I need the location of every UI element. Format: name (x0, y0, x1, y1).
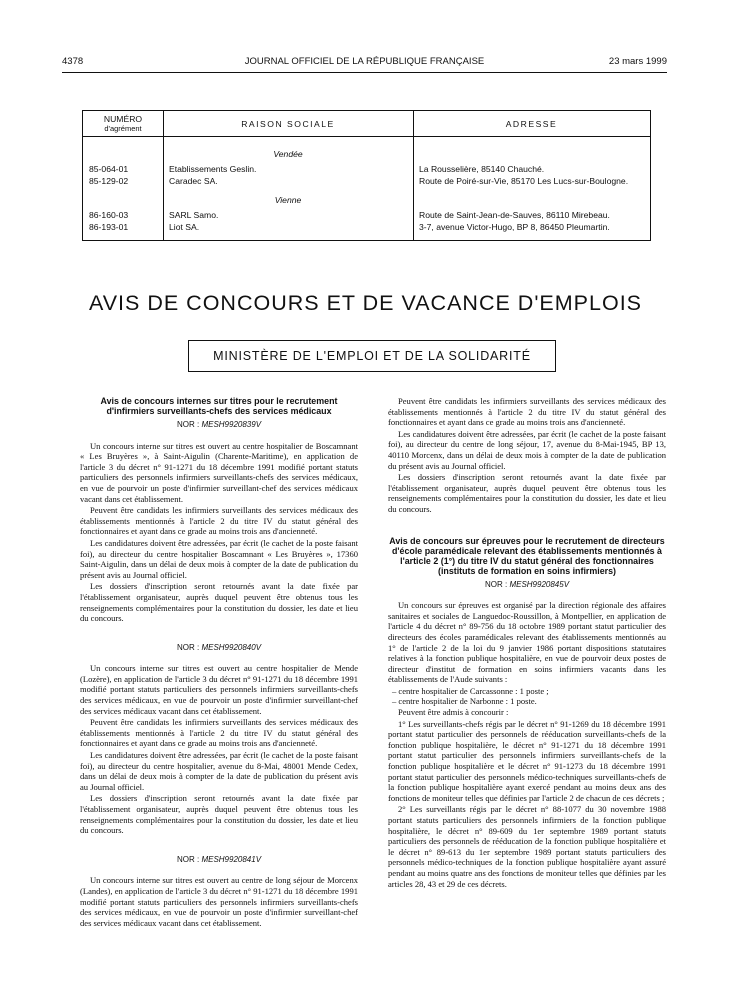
table-divider (413, 111, 414, 240)
nor-reference (388, 580, 666, 591)
table-divider (163, 111, 164, 240)
nor-code: MESH9920841V (201, 854, 262, 864)
main-title: AVIS DE CONCOURS ET DE VACANCE D'EMPLOIS (88, 291, 643, 315)
ministry-box: MINISTÈRE DE L'EMPLOI ET DE LA SOLIDARITÉ (188, 340, 556, 372)
table-cell-adresse: Route de Saint-Jean-de-Sauves, 86110 Mirebeau. (419, 210, 610, 220)
paragraph: 2° Les surveillants régis par le décret n° 88-1077 du 30 novembre 1988 portant statuts particuliers des personnels infirmiers de la fonction publique hospitalière, le décret n° 89-609 du 1er septembre 1989 portant statuts particuliers des personnels de rééducation de la fonction publique hospitalière et le décret n° 89-613 du 1er septembre 1989 portant statuts particuliers des personnels médico-techniques de la fonction publique hospitalière ayant assuré pendant au moins quatre ans des fonctions de moniteur telles que définies par les articles 28, 43 et 29 de ces décrets. (388, 804, 666, 889)
table-cell-numero: 86-193-01 (89, 222, 129, 232)
nor-label: NOR : (484, 579, 508, 589)
paragraph: Un concours sur épreuves est organisé par la direction régionale des affaires sanitaires et sociales de Languedoc-Roussillon, à Montpellier, en application de l'article 4 du décret n° 89-756 du 18 octobre 1989 portant statut particulier des directeurs des écoles paramédicales relevant des établissements mentionnés au 1° de l'article 2 de la loi du 9 janvier 1986 portant dispositions statutaires relatives à la fonction publique hospitalière, en vue de pourvoir deux postes de directeur d'institut de formation en soins infirmiers vacants dans les établissements de l'Aude suivants : (388, 600, 666, 685)
table-cell-raison: SARL Samo. (169, 210, 219, 220)
col-header-adresse: ADRESSE (505, 119, 558, 129)
paragraph: Peuvent être admis à concourir : (398, 707, 509, 718)
header-rule (62, 72, 667, 73)
notice-title: Avis de concours sur épreuves pour le recrutement de directeurs d'école paramédicale relevant des établissements mentionnés à l'article 2 (1°) du titre IV du statut général des fonctionnaires (instituts de formation en soins infirmiers) (389, 535, 665, 576)
notice-title: Avis de concours internes sur titres pour le recrutement d'infirmiers surveillants-chefs des services médicaux (100, 396, 338, 416)
table-cell-raison: Etablissements Geslin. (169, 164, 257, 174)
nor-reference (80, 855, 358, 866)
col-header-numero-line2: d'agrément (104, 124, 142, 133)
paragraph: Un concours interne sur titres est ouvert au centre hospitalier de Mende (Lozère), en application de l'article 3 du décret n° 91-1271 du 18 décembre 1991 modifié portant statuts particuliers des personnels infirmiers surveillants-chefs des services médicaux, en vue de pourvoir un poste d'infirmier surveillant-chef des services médicaux vacant dans cet établissement. (80, 663, 358, 716)
paragraph: Un concours interne sur titres est ouvert au centre de long séjour de Morcenx (Landes), en application de l'article 3 du décret n° 91-1271 du 18 décembre 1991 modifié portant statuts particuliers des personnels infirmiers surveillants-chefs des services médicaux, en vue de pourvoir un poste d'infirmier surveillant-chef des services médicaux vacant dans cet établissement. (80, 875, 358, 928)
col-header-numero-line1: NUMÉRO (103, 114, 143, 124)
table-cell-raison: Caradec SA. (169, 176, 218, 186)
nor-code: MESH9920840V (201, 642, 262, 652)
paragraph: Les candidatures doivent être adressées, par écrit (le cachet de la poste faisant foi), au directeur du centre de long séjour, 17, avenue du 8-Mai-1945, BP 13, 40110 Morcenx, dans un délai de deux mois à compter de la date de publication du présent avis au Journal officiel. (388, 428, 666, 471)
publication-date: 23 mars 1999 (608, 56, 667, 67)
list-item: – centre hospitalier de Carcassonne : 1 poste ; (392, 685, 549, 696)
paragraph: Peuvent être candidats les infirmiers surveillants des services médicaux des établissements mentionnés à l'article 2 du titre IV du statut général des fonctionnaires et ayant dans ce grade au moins trois ans d'ancienneté. (388, 396, 666, 428)
table-cell-adresse: Route de Poiré-sur-Vie, 85170 Les Lucs-sur-Boulogne. (419, 176, 629, 186)
region-label: Vienne (274, 195, 302, 205)
nor-reference (80, 420, 358, 431)
nor-label: NOR : (176, 642, 200, 652)
table-cell-numero: 86-160-03 (89, 210, 129, 220)
table-cell-adresse: 3-7, avenue Victor-Hugo, BP 8, 86450 Pleumartin. (419, 222, 610, 232)
table-cell-adresse: La Rousselière, 85140 Chauché. (419, 164, 545, 174)
journal-title: JOURNAL OFFICIEL DE LA RÉPUBLIQUE FRANÇAISE (244, 56, 485, 67)
paragraph: Les dossiers d'inscription seront retournés avant la date fixée par l'établissement organisateur, auprès duquel peuvent être obtenus tous les renseignements complémentaires pour la constitution du dossier, les date et lieu du concours. (80, 793, 358, 836)
paragraph: Les candidatures doivent être adressées, par écrit (le cachet de la poste faisant foi), au directeur du centre hospitalier, avenue du 8-Mai, 48001 Mende Cedex, dans un délai de deux mois à compter de la date de publication du présent avis au Journal officiel. (80, 750, 358, 792)
nor-label: NOR : (176, 854, 200, 864)
table-cell-numero: 85-064-01 (89, 164, 129, 174)
paragraph: Les dossiers d'inscription seront retournés avant la date fixée par l'établissement organisateur, auprès duquel peuvent être obtenus tous les renseignements complémentaires pour la constitution du dossier, les date et lieu du concours. (388, 472, 666, 514)
col-header-numero (83, 114, 163, 134)
paragraph: Un concours interne sur titres est ouvert au centre hospitalier de Boscamnant « Les Bruyères », à Saint-Aigulin (Charente-Maritime), en application de l'article 3 du décret n° 91-1271 du 18 décembre 1991 modifié portant statuts particuliers des personnels infirmiers surveillants-chefs des services médicaux, en vue de pourvoir un poste d'infirmier surveillant-chef des services médicaux vacant dans cet établissement. (80, 440, 358, 504)
page-number: 4378 (62, 56, 84, 67)
poste-list (388, 686, 666, 707)
paragraph: Peuvent être candidats les infirmiers surveillants des services médicaux des établissements mentionnés à l'article 2 du titre IV du statut général des fonctionnaires et ayant dans ce grade au moins trois ans d'ancienneté. (80, 717, 358, 749)
left-column (80, 396, 358, 929)
paragraph: Les dossiers d'inscription seront retournés avant la date fixée par l'établissement organisateur, auprès duquel peuvent être obtenus tous les renseignements complémentaires pour la constitution du dossier, les date et lieu du concours. (80, 581, 358, 624)
region-label: Vendée (273, 149, 303, 159)
paragraph: 1° Les surveillants-chefs régis par le décret n° 91-1269 du 18 décembre 1991 portant statut particulier des personnels de rééducation surveillants-chefs de la fonction publique hospitalière, le décret n° 91-1271 du 18 décembre 1991 portant statut particulier des personnels infirmiers surveillants-chefs de la fonction publique hospitalière et le décret n° 91-1273 du 18 décembre 1991 portant statut particulier des personnels médico-techniques surveillants-chefs de la fonction publique hospitalière ayant exercé pendant au moins deux ans des fonctions de moniteur telles que définies par l'article 2 de chacun de ces décrets ; (388, 718, 666, 803)
paragraph: Les candidatures doivent être adressées, par écrit (le cachet de la poste faisant foi), au directeur du centre hospitalier Boscamnant « Les Bruyères », 17360 Saint-Aigulin, dans un délai de deux mois à compter de la date de publication du présent avis au Journal officiel. (80, 537, 358, 580)
page-header (62, 56, 667, 70)
nor-label: NOR : (176, 420, 200, 429)
table-cell-raison: Liot SA. (169, 222, 200, 232)
col-header-raison: RAISON SOCIALE (241, 119, 335, 129)
list-item: – centre hospitalier de Narbonne : 1 poste. (392, 696, 537, 707)
paragraph: Peuvent être candidats les infirmiers surveillants des services médicaux des établissements mentionnés à l'article 2 du titre IV du statut général des fonctionnaires et ayant dans ce grade au moins trois ans d'ancienneté. (80, 505, 358, 537)
table-header-rule (83, 136, 650, 137)
nor-reference (80, 643, 358, 654)
nor-code: MESH9920839V (201, 420, 262, 429)
right-column (388, 396, 666, 890)
nor-code: MESH9920845V (509, 579, 570, 589)
agrement-table (82, 110, 651, 241)
table-cell-numero: 85-129-02 (89, 176, 129, 186)
